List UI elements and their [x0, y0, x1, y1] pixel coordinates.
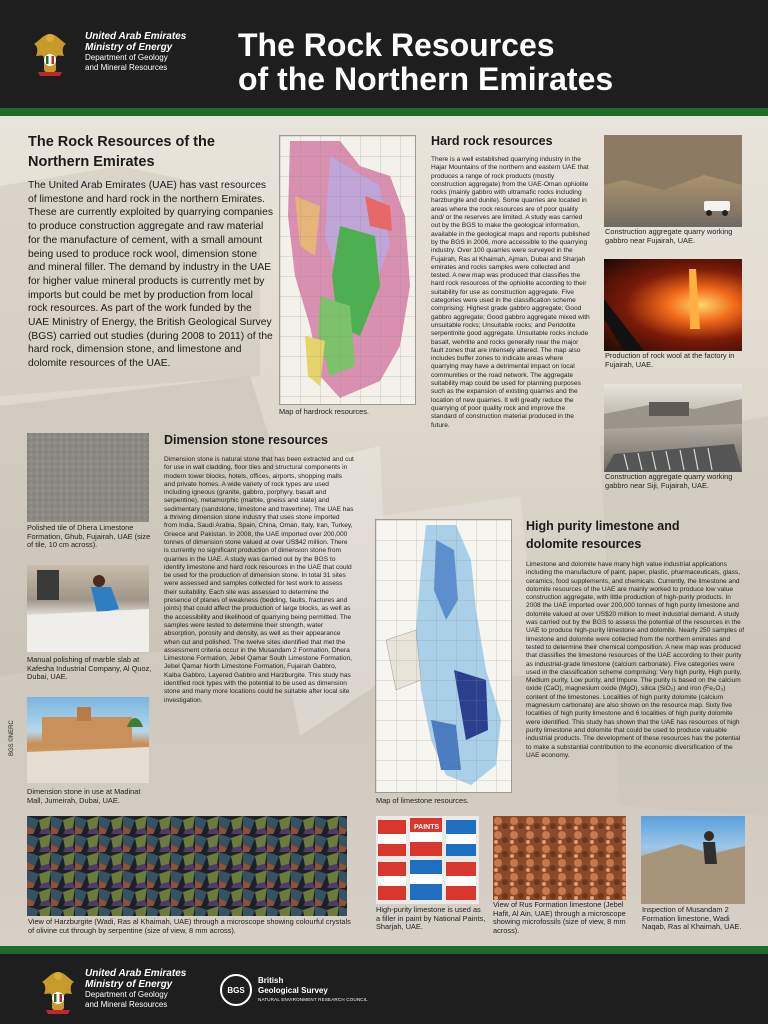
- marble-polishing-photo: [27, 565, 149, 652]
- intro-heading-line1: The Rock Resources of the: [28, 134, 215, 150]
- harzburgite-caption: View of Harzburgite (Wadi, Ras al Khaimah, UAE) through a microscope showing colourful crystals of olivine cut through by serpentine (size of view, 8 mm across).: [28, 917, 351, 935]
- hardrock-map-caption: Map of hardrock resources.: [279, 407, 369, 416]
- rus-limestone-caption: View of Rus Formation limestone (Jebel Hafit, Al Ain, UAE) through a microscope showing microfossils (size of view, 8 mm across).: [493, 900, 626, 935]
- uae-emblem-icon: [38, 966, 78, 1016]
- rock-wool-caption: Production of rock wool at the factory in Fujairah, UAE.: [605, 351, 735, 369]
- footer-org-line2: Ministry of Energy: [85, 979, 173, 990]
- marble-polishing-caption: Manual polishing of marble slab at Kafesha Industrial Company, Al Quoz, Dubai, UAE.: [27, 655, 152, 682]
- hardrock-map: [279, 135, 416, 405]
- quarry-photo-fujairah: [604, 135, 742, 227]
- hard-rock-heading: Hard rock resources: [431, 134, 553, 148]
- rock-wool-photo: [604, 259, 742, 351]
- ministry-block: [85, 31, 186, 73]
- quarry-fujairah-caption: Construction aggregate quarry working gabbro near Fujairah, UAE.: [605, 227, 733, 245]
- intro-heading-line2: Northern Emirates: [28, 154, 155, 170]
- poster-header: [0, 0, 768, 108]
- footer-dept-line1: Department of Geology: [85, 990, 168, 999]
- marble-polishing-graphic: [27, 565, 149, 652]
- limestone-map-graphic: [376, 520, 512, 793]
- paint-caption: High-purity limestone is used as a filler in paint by National Paints, Sharjah, UAE.: [376, 905, 486, 932]
- hard-rock-text: There is a well established quarrying industry in the Hajar Mountains of the northern and eastern UAE that produces a range of rock products (mostly construction aggregate) from the UAE-Oman ophiolite rocks (mainly gabbro with ultramafic rocks including harzburgite and dunite). Some quarries are located in areas where the rock resources are of poor quality and/ or the reserves are limited. A study was carried out by the BGS to make the geological information, available in the geological maps and reports published by the BGS in 2006, more accessible to the quarrying industry. Over 100 quarries were surveyed in the Fujairah, Ras al Khaimah, Ajman, Dubai and Sharjah emirates and rocks samples were collected and tested. A new map was produced that classifies the hard rock resources of the ophiolite according to their suitability for use as construction aggregate. Five categories were used in the classification scheme comprising: Highest grade gabbro aggregate; Good gabbro aggregate; Good gabbro aggregate mixed with unsuitable rocks; Unsuitable rocks; and Peridotite serpentinite good aggregate. Unsuitable rocks include basalt, wehrlite and rocks generally near the major fault zones that are intensely altered. The map also includes buffer zones to indicate areas where quarrying may have a detrimental impact on local communities or the road network. The aggregate suitability map could be used for planning purposes such as the expansion of existing quarries and the location of new quarries. It will greatly reduce the quarrying of poor quality rock and improve the standard of construction material produced in the future.: [431, 156, 590, 429]
- limestone-text: Limestone and dolomite have many high value industrial applications including the manufacture of paint, paper, plastic, pharmaceuticals, glass, ceramics, food supplements, and chemicals. Currently, the limestone and dolomite resources of the UAE are mainly worked to produce low value construction aggregate, with little production of high-purity products. In 2008 the UAE imported over 200,000 tonnes of high purity limestone and dolomite valued at over US$20 million to meet industrial demand. A study was carried out by the BGS to assess the potential of the resources in the UAE to produce high-purity limestone and dolomite. Nearly 250 samples of limestone and dolomite were collected from the northern emirates and tested to determine their chemical composition. A new map was produced that classifies the limestone resources of the UAE according to their purity as industrial-grade limestone (calcium carbonate). Five categories were used in the classification scheme comprising: Very high purity, High purity, Medium purity, Low purity, and Impure. The purity is based on the calcium oxide (CaO), magnesium oxide (MgO), silica (SiO₂) and iron (Fe₂O₃) content of the limestones. Localities of high purity dolomite (calcium magnesium carbonate) are also shown on the resource map. Sixty five localities of high purity limestone and 6 localities of high purity dolomite were identified. This study has shown that the UAE has resources of high purity limestone and dolomite that could be used to produce valuable industrial products. The development of these resources has the potential to make a substantial contribution to the economic diversification of the UAE economy.: [526, 561, 745, 759]
- paint-label: PAINTS: [414, 824, 440, 831]
- limestone-heading: [526, 517, 680, 553]
- rus-limestone-microscope-photo: [493, 816, 626, 900]
- bgs-logo-text: BGS: [227, 985, 245, 995]
- dept-line2: and Mineral Resources: [85, 63, 168, 72]
- footer-dept-line2: and Mineral Resources: [85, 1000, 168, 1009]
- footer-ministry-block: [85, 968, 186, 1010]
- dept-line1: Department of Geology: [85, 53, 168, 62]
- limestone-map-caption: Map of limestone resources.: [376, 796, 469, 805]
- quarry-photo-siji: [604, 384, 742, 472]
- uae-emblem-icon: [30, 28, 70, 78]
- bgs-line2: Geological Survey: [258, 986, 328, 995]
- intro-text: The United Arab Emirates (UAE) has vast resources of limestone and hard rock in the northern Emirates. These are currently exploited by quarrying companies to produce construction aggregate and raw material for the manufacture of cement, with a small amount being used to produce rock wool, dimension stone and mineral filler. The demand by industry in the UAE for higher value mineral products is currently met by imports but could be met by production from local rock resources. As part of the work funded by the UAE Ministry of Energy, the British Geological Survey (BGS) carried out studies (during 2008 to 2011) of the hard rock, dimension stone, and limestone and dolomite resources of the UAE.: [28, 180, 273, 370]
- musandam-caption: Inspection of Musandam 2 Formation limestone, Wadi Naqab, Ras al Khaimah, UAE.: [642, 905, 742, 932]
- rock-wool-graphic: [604, 259, 742, 351]
- dimension-stone-text: Dimension stone is natural stone that has been extracted and cut for use in wall cladding, floor tiles and structural components in modern tower blocks, hotels, offices, airports, shopping malls and private homes. A wide variety of rock types are used including igneous (granite, gabbro, porphyry, basalt and serpentine), metamorphic (marble, gneiss and slate) and sedimentary (sandstone, limestone and travertine). The UAE has a thriving dimension stone industry that uses stone imported from India, Saudi Arabia, Spain, China, Oman, Italy, Iran, Turkey, Greece and Pakistan. In 2008, the UAE imported over 200,000 tonnes of dimension stone valued at over US$42 million. There is currently no significant production of dimension stone from quarries in the UAE. A study was carried out by the BGS to identify limestone and hard rock resources in the UAE that could be used for the production of dimension stone. In total 31 sites were assessed and samples collected for test work to assess their suitability. Each site was assessed to determine the presence of planes of weakness (bedding, faults, fractures and joints) that could affect the production of large blocks, as well as the accessibility and likelihood of quarrying being permitted. The samples were tested to determine their strength, water absorption, porosity and density, as well as their appearance when cut and polished. The twelve sites identified that met the assessment criteria occur in the Musandam 2 Formation, Dhera Limestone Formation, Jebel Qamar South Limestone Formation, Jebel Qamar North Limestone Formation, Fujairah Gabbro, Kalba Gabbro, Layered Gabbro and Harzburgite. This study has identified rock types with the potential to be used as dimension stone and many more locations could be suitable after local site investigation.: [164, 456, 354, 704]
- harzburgite-graphic: [27, 816, 347, 916]
- footer-divider: [0, 946, 768, 954]
- limestone-heading-line1: High purity limestone and: [526, 519, 680, 533]
- bgs-line1: British: [258, 976, 284, 985]
- madinat-mall-graphic: [27, 697, 149, 783]
- limestone-map: [375, 519, 512, 793]
- hardrock-map-graphic: [280, 136, 416, 405]
- harzburgite-microscope-photo: [27, 816, 347, 916]
- quarry-siji-caption: Construction aggregate quarry working gabbro near Siji, Fujairah, UAE.: [605, 472, 733, 490]
- polished-tile-photo: [27, 433, 149, 522]
- intro-heading: [28, 132, 268, 172]
- dimension-stone-heading: Dimension stone resources: [164, 433, 328, 447]
- madinat-mall-caption: Dimension stone in use at Madinat Mall, Jumeirah, Dubai, UAE.: [27, 787, 141, 805]
- musandam-inspection-photo: [641, 816, 745, 904]
- header-divider: [0, 108, 768, 116]
- photo-credit: BGS ©NERC: [9, 720, 15, 756]
- paint-cans-photo: [376, 816, 479, 904]
- polished-tile-caption: Polished tile of Dhera Limestone Formation, Ghub, Fujairah, UAE (size of tile, 10 cm across).: [27, 523, 151, 550]
- bgs-logo-icon: [220, 974, 252, 1006]
- bgs-block: [258, 976, 368, 1003]
- title-line2: of the Northern Emirates: [238, 61, 614, 97]
- quarry-photo-graphic: [604, 135, 742, 227]
- org-line2: Ministry of Energy: [85, 42, 173, 53]
- org-line1: United Arab Emirates: [85, 31, 187, 42]
- footer-org-line1: United Arab Emirates: [85, 968, 187, 979]
- poster-footer: [0, 954, 768, 1024]
- bgs-line3: NATURAL ENVIRONMENT RESEARCH COUNCIL: [258, 997, 368, 1002]
- rus-limestone-graphic: [493, 816, 626, 900]
- madinat-mall-photo: [27, 697, 149, 783]
- quarry-siji-graphic: [604, 384, 742, 472]
- limestone-heading-line2: dolomite resources: [526, 537, 642, 551]
- title-line1: The Rock Resources: [238, 27, 555, 63]
- page-title: [238, 28, 613, 96]
- poster-body: [0, 116, 768, 946]
- musandam-graphic: [641, 816, 745, 904]
- polished-tile-graphic: [27, 433, 149, 522]
